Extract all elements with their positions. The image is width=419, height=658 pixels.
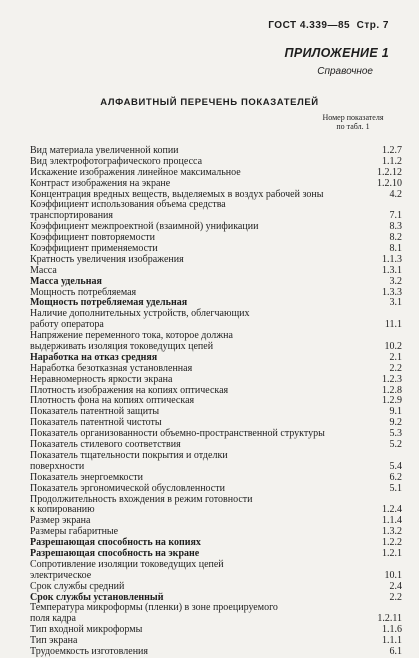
page-number: Стр. 7	[356, 20, 389, 31]
table-row	[30, 277, 402, 288]
indicator-name: Срок службы средний	[30, 580, 125, 592]
indicator-name: Продолжительность вхождения в режим готовности	[30, 493, 253, 505]
indicator-number: 1.3.3	[382, 286, 402, 298]
indicator-name: Наработка на отказ средняя	[30, 351, 158, 363]
indicator-name: Плотность изображения на копиях оптическая	[30, 384, 229, 396]
table-row	[30, 647, 402, 658]
indicator-number: 1.2.10	[377, 177, 402, 189]
indicator-number: 1.1.4	[382, 515, 402, 527]
indicator-number: 1.1.2	[382, 155, 402, 167]
column-header	[313, 114, 393, 131]
indicator-name: Мощность потребляемая	[30, 286, 137, 298]
indicator-name: Показатель организованности объемно-пространственной структуры	[30, 428, 325, 440]
indicator-number: 2.2	[389, 591, 402, 603]
indicator-number: 1.1.6	[382, 624, 402, 636]
indicator-name: Разрешающая способность на копиях	[30, 537, 201, 549]
indicator-number: 1.2.12	[377, 166, 402, 178]
table-row	[30, 571, 402, 582]
indicator-number: 1.2.11	[377, 613, 402, 625]
indicator-name: Мощность потребляемая удельная	[30, 297, 188, 309]
indicator-name: работу оператора	[30, 319, 104, 331]
indicator-name: Показатель патентной чистоты	[30, 417, 162, 429]
indicator-number: 2.4	[389, 580, 402, 592]
indicator-name: поля кадра	[30, 613, 76, 625]
indicator-name: Кратность увеличения изображения	[30, 253, 184, 265]
table-row	[30, 451, 402, 462]
indicator-number: 1.3.1	[382, 264, 402, 276]
indicator-name: Показатель патентной защиты	[30, 406, 160, 418]
appendix-title: ПРИЛОЖЕНИЕ 1	[284, 46, 389, 60]
indicator-number: 6.2	[389, 471, 402, 483]
indicator-number: 3.2	[389, 275, 402, 287]
indicator-number: 10.2	[384, 341, 402, 353]
indicator-number: 10.1	[384, 569, 402, 581]
indicator-name: Температура микроформы (пленки) в зоне проецируемого	[30, 602, 278, 614]
indicator-name: Срок службы установленный	[30, 591, 164, 603]
indicator-number: 1.2.7	[382, 145, 402, 156]
indicator-number: 1.2.9	[382, 395, 402, 407]
indicator-number: 3.1	[389, 297, 402, 309]
appendix-subtitle: Справочное	[317, 66, 373, 77]
indicator-name: поверхности	[30, 460, 85, 472]
indicator-name: Показатель эргономической обусловленности	[30, 482, 225, 494]
indicator-name: Тип экрана	[30, 635, 78, 647]
indicator-number: 1.2.2	[382, 537, 402, 549]
indicator-name: Размер экрана	[30, 515, 91, 527]
table-row	[30, 255, 402, 266]
indicator-number: 8.1	[389, 243, 402, 255]
indicator-name: Коэффициент использования объема средства	[30, 199, 226, 211]
column-header-line-1: Номер показателя	[322, 113, 384, 122]
indicator-name: Искажение изображения линейное максимальное	[30, 166, 241, 178]
indicator-name: Сопротивление изоляции токоведущих цепей	[30, 558, 224, 570]
table-row	[30, 636, 402, 647]
table-row	[30, 484, 402, 495]
table-row	[30, 582, 402, 593]
indicator-number: 1.2.4	[382, 504, 402, 516]
table-title: АЛФАВИТНЫЙ ПЕРЕЧЕНЬ ПОКАЗАТЕЛЕЙ	[100, 97, 319, 108]
standard-number: ГОСТ 4.339—85	[268, 20, 351, 31]
table-row	[30, 603, 402, 614]
indicator-name: Показатель тщательности покрытия и отделки	[30, 449, 228, 461]
indicator-number: 1.1.3	[382, 253, 402, 265]
indicator-name: Неравномерность яркости экрана	[30, 373, 173, 385]
indicator-name: Показатель стилевого соответствия	[30, 439, 181, 451]
indicator-name: Разрешающая способность на экране	[30, 547, 200, 559]
indicator-number: 9.2	[389, 417, 402, 429]
indicator-number: 2.2	[389, 362, 402, 374]
indicator-number: 1.2.8	[382, 384, 402, 396]
indicator-name: Концентрация вредных веществ, выделяемых в воздух рабочей зоны	[30, 188, 324, 200]
indicator-number: 8.3	[389, 221, 402, 233]
indicator-number: 1.2.3	[382, 373, 402, 385]
indicator-name: Показатель энергоемкости	[30, 471, 143, 483]
indicator-number: 6.1	[389, 645, 402, 657]
indicator-name: Вид электрофотографического процесса	[30, 155, 203, 167]
indicator-number: 1.1.1	[382, 635, 402, 647]
indicator-name: Плотность фона на копиях оптическая	[30, 395, 195, 407]
indicator-name: Трудоемкость изготовления	[30, 645, 148, 657]
indicator-name: Напряжение переменного тока, которое должна	[30, 330, 233, 342]
indicator-number: 2.1	[389, 351, 402, 363]
indicator-name: Контраст изображения на экране	[30, 177, 171, 189]
indicator-number: 5.2	[389, 439, 402, 451]
indicator-name: Вид материала увеличенной копии	[30, 145, 179, 156]
indicator-number: 5.1	[389, 482, 402, 494]
indicator-name: к копированию	[30, 504, 95, 516]
indicator-name: Размеры габаритные	[30, 526, 119, 538]
indicator-name: выдерживать изоляция токоведущих цепей	[30, 341, 214, 353]
indicator-number: 1.3.2	[382, 526, 402, 538]
indicator-name: Коэффициент межпроектной (взаимной) унификации	[30, 221, 259, 233]
table-row	[30, 375, 402, 386]
table-row	[30, 625, 402, 636]
indicator-name: Масса	[30, 264, 57, 276]
indicator-number: 1.2.1	[382, 547, 402, 559]
indicator-number: 4.2	[389, 188, 402, 200]
indicator-name: Наличие дополнительных устройств, облегчающих	[30, 308, 250, 320]
indicator-number: 5.4	[389, 460, 402, 472]
indicator-number: 8.2	[389, 232, 402, 244]
indicator-name: Масса удельная	[30, 275, 102, 287]
indicator-name: Тип входной микроформы	[30, 624, 143, 636]
indicator-number: 9.1	[389, 406, 402, 418]
indicator-number: 11.1	[384, 319, 402, 331]
indicator-name: электрическое	[30, 569, 92, 581]
indicator-number: 5.3	[389, 428, 402, 440]
indicator-name: Наработка безотказная установленная	[30, 362, 193, 374]
indicator-list	[30, 146, 402, 658]
indicator-name: Коэффициент применяемости	[30, 243, 158, 255]
table-row	[30, 473, 402, 484]
table-row	[30, 179, 402, 190]
indicator-name: Коэффициент повторяемости	[30, 232, 155, 244]
page-header	[268, 20, 389, 31]
indicator-number: 7.1	[389, 210, 402, 222]
column-header-line-2: по табл. 1	[336, 121, 370, 131]
indicator-name: транспортирования	[30, 210, 113, 222]
